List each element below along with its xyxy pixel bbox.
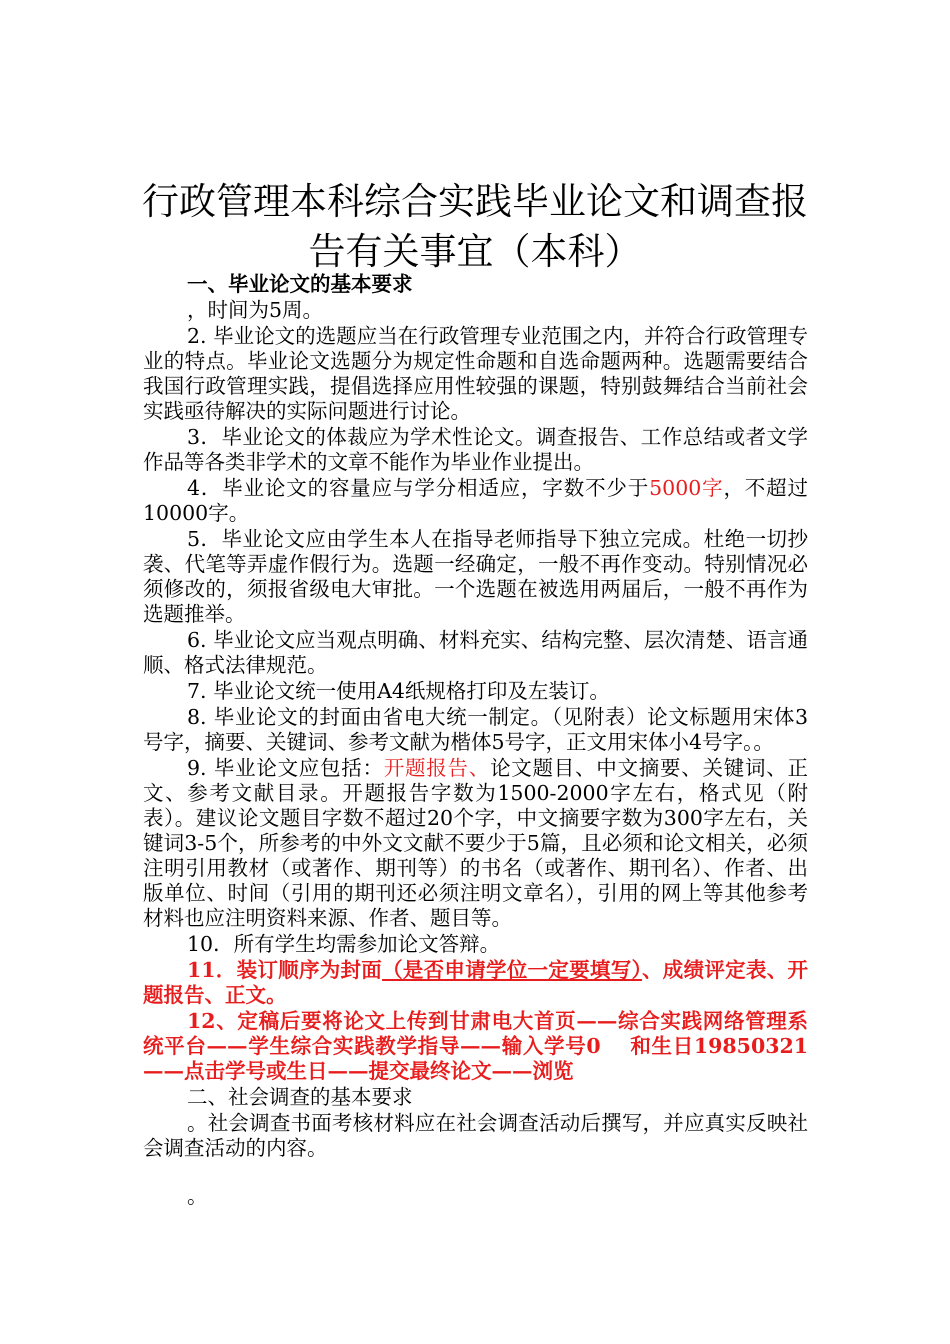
paragraph-9-text-a: 9. 毕业论文应包括： xyxy=(187,756,384,780)
paragraph-5: 5．毕业论文应由学生本人在指导老师指导下独立完成。杜绝一切抄袭、代笔等弄虚作假行为。选题一经确定，一般不再作变动。特别情况必须修改的，须报省级电大审批。一个选题在被选用两届后，一般不再作为选题推举。 xyxy=(143,527,808,626)
document-title-line-2: 告有关事宜（本科） xyxy=(308,230,642,273)
paragraph-6: 6. 毕业论文应当观点明确、材料充实、结构完整、层次清楚、语言通顺、格式法律规范。 xyxy=(143,628,808,677)
paragraph-9-text-b: 论文题目、中文摘要、关键词、正文、参考文献目录。开题报告字数为1500-2000字左右，格式见（附表）。建议论文题目字数不超过20个字，中文摘要字数为300字左右，关键词3-5个，所参考的中外文文献不要少于5篇，且必须和论文相关，必须注明引用教材（或著作、期刊等）的书名（或著作、期刊名）、作者、出版单位、时间（引用的期刊还必须注明文章名），引用的网上等其他参考材料也应注明资料来源、作者、题目等。 xyxy=(143,756,809,930)
paragraph-7: 7. 毕业论文统一使用A4纸规格打印及左装订。 xyxy=(187,679,610,703)
paragraph-11-text-b: 、成绩评定表、开题报告、正文。 xyxy=(143,958,808,1007)
proposal-report-highlight: 开题报告、 xyxy=(383,756,491,780)
paragraph-12: 12、定稿后要将论文上传到甘肃电大首页——综合实践网络管理系统平台——学生综合实践教学指导——输入学号0 和生日19850321——点击学号或生日——提交最终论文——浏览 xyxy=(143,1009,808,1083)
section-2-paragraph-2: 。 xyxy=(187,1184,208,1208)
section-2-paragraph-1: 。社会调查书面考核材料应在社会调查活动后撰写，并应真实反映社会调查活动的内容。 xyxy=(143,1111,808,1160)
document-body xyxy=(143,272,808,1210)
section-1-heading: 一、毕业论文的基本要求 xyxy=(187,272,413,296)
paragraph-10: 10．所有学生均需参加论文答辩。 xyxy=(187,932,501,956)
spacer xyxy=(143,1162,808,1184)
paragraph-2: 2. 毕业论文的选题应当在行政管理专业范围之内，并符合行政管理专业的特点。毕业论文选题分为规定性命题和自选命题两种。选题需要结合我国行政管理实践，提倡选择应用性较强的课题，特别鼓舞结合当前社会实践亟待解决的实际问题进行讨论。 xyxy=(143,324,808,423)
paragraph-4 xyxy=(143,476,808,526)
word-count-highlight: 5000字 xyxy=(649,476,724,500)
paragraph-4-text-b: ，不超过10000字。 xyxy=(143,476,808,525)
paragraph-11-underlined: （是否申请学位一定要填写） xyxy=(382,958,643,982)
paragraph-3: 3．毕业论文的体裁应为学术性论文。调查报告、工作总结或者文学作品等各类非学术的文章不能作为毕业作业提出。 xyxy=(143,425,808,474)
section-2-heading: 二、社会调查的基本要求 xyxy=(187,1085,413,1109)
paragraph-11 xyxy=(143,958,808,1008)
paragraph-4-text-a: 4．毕业论文的容量应与学分相适应，字数不少于 xyxy=(187,476,650,500)
paragraph-11-text-a: 11．装订顺序为封面 xyxy=(187,958,383,982)
paragraph-8: 8. 毕业论文的封面由省电大统一制定。（见附表）论文标题用宋体3号字，摘要、关键词、参考文献为楷体5号字，正文用宋体小4号字。。 xyxy=(143,705,808,754)
document-title-line-1: 行政管理本科综合实践毕业论文和调查报 xyxy=(142,180,808,223)
paragraph-1: ，时间为5周。 xyxy=(187,298,324,322)
paragraph-9 xyxy=(143,756,808,931)
